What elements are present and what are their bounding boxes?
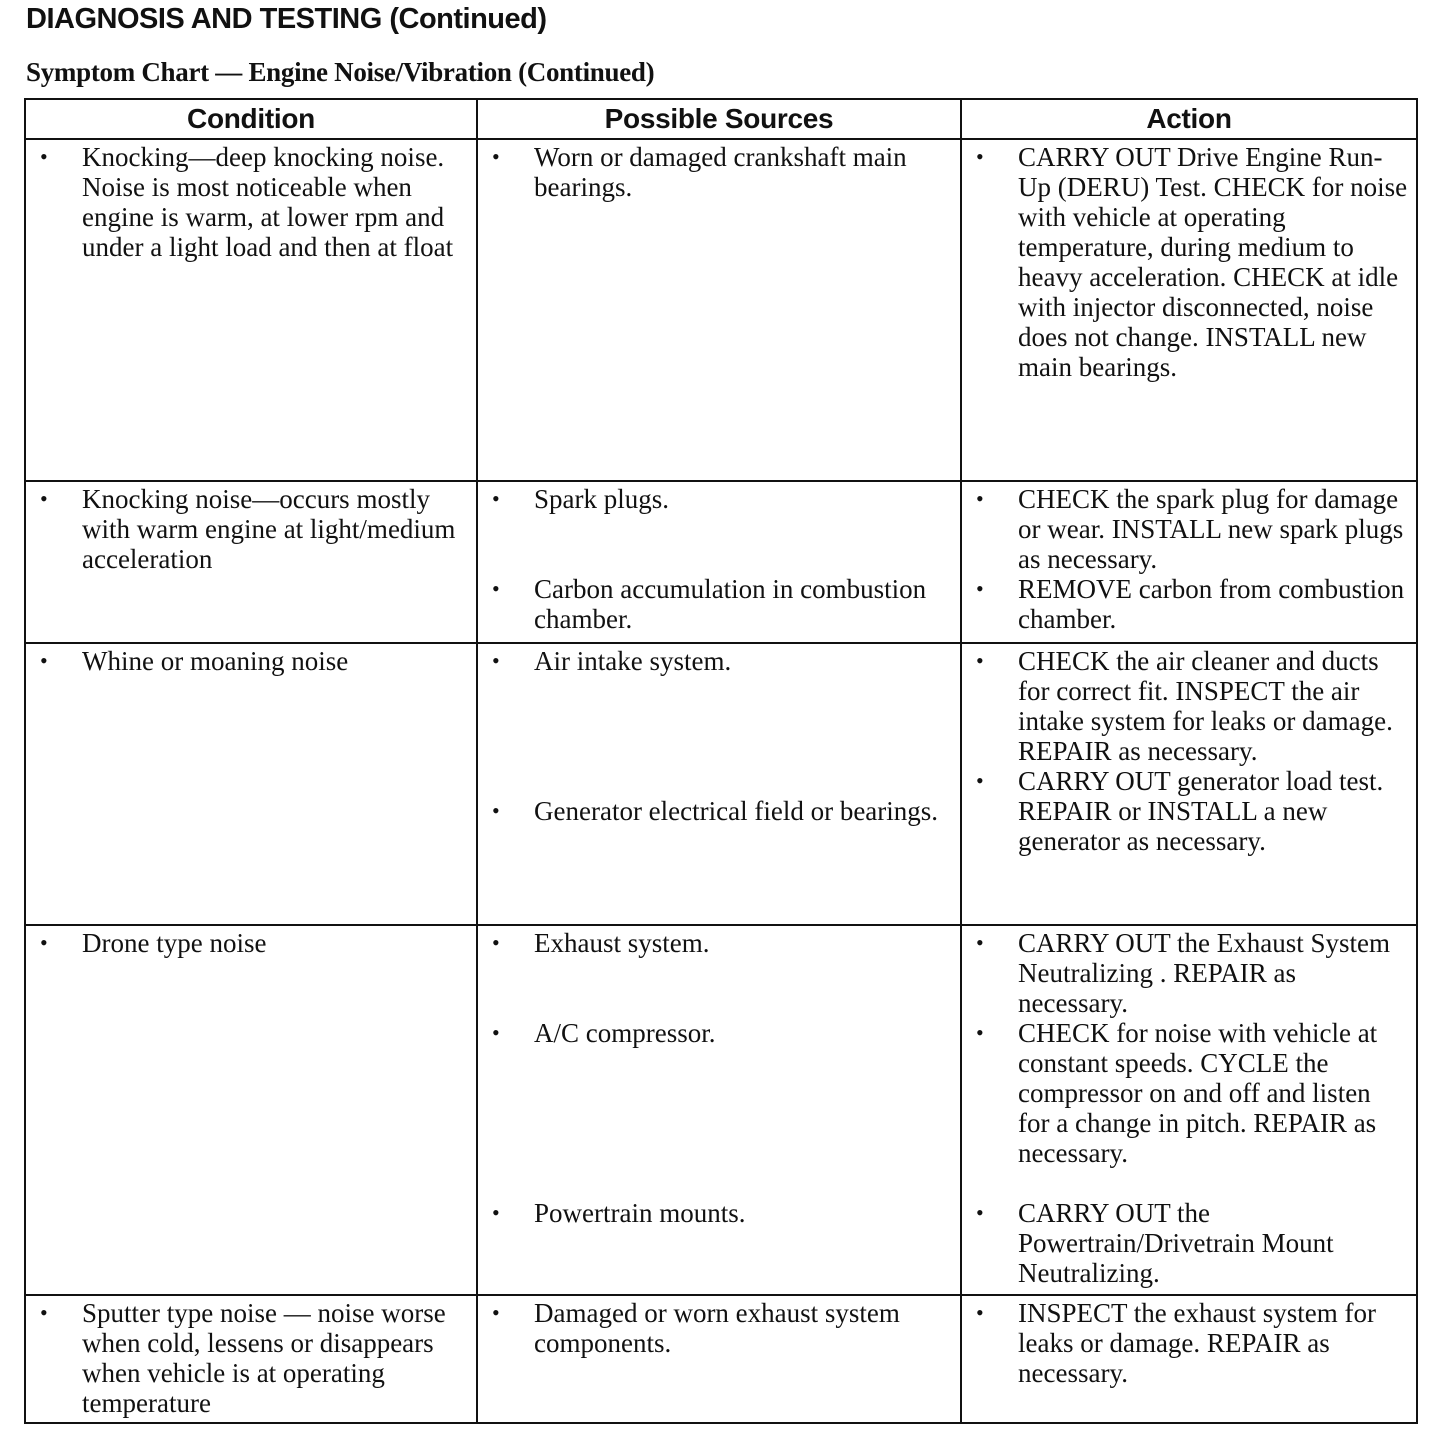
- action-text: REMOVE carbon from combustion chamber.: [1018, 574, 1405, 634]
- symptom-chart-table: [24, 98, 1418, 1424]
- sources-cell: [477, 139, 961, 481]
- bullet-icon: •: [40, 1300, 48, 1325]
- condition-cell: [25, 925, 477, 1295]
- sources-cell: [477, 1295, 961, 1423]
- condition-text: Knocking noise—occurs mostly with warm engine at light/medium acceleration: [82, 484, 456, 574]
- bullet-icon: •: [976, 1200, 984, 1225]
- header-condition: Condition: [25, 99, 477, 139]
- list-item: [962, 766, 1416, 856]
- action-text: CARRY OUT Drive Engine Run-Up (DERU) Test. CHECK for noise with vehicle at operating temperature, during medium to heavy acceleration. CHECK at idle with injector disconnected, noise does not change. INSTALL new main bearings.: [1018, 142, 1408, 382]
- list-item: [478, 484, 960, 514]
- action-cell: [961, 481, 1417, 643]
- bullet-icon: •: [492, 930, 500, 955]
- bullet-icon: •: [492, 144, 500, 169]
- list-item: [962, 142, 1416, 382]
- table-row: [25, 139, 1417, 481]
- condition-text: Sputter type noise — noise worse when cold, lessens or disappears when vehicle is at operating temperature: [82, 1298, 446, 1418]
- sources-cell: [477, 481, 961, 643]
- bullet-icon: •: [492, 648, 500, 673]
- bullet-icon: •: [976, 1020, 984, 1045]
- list-item: [962, 1018, 1416, 1168]
- sources-cell: [477, 643, 961, 925]
- bullet-icon: •: [976, 1300, 984, 1325]
- source-text: Spark plugs.: [534, 484, 669, 514]
- list-item: [962, 1198, 1416, 1288]
- chart-subtitle: Symptom Chart — Engine Noise/Vibration (Continued): [26, 57, 655, 87]
- bullet-icon: •: [492, 1300, 500, 1325]
- source-text: Generator electrical field or bearings.: [534, 796, 939, 826]
- list-item: [478, 928, 960, 958]
- condition-cell: [25, 139, 477, 481]
- bullet-icon: •: [492, 486, 500, 511]
- bullet-icon: •: [976, 768, 984, 793]
- source-text: A/C compressor.: [534, 1018, 716, 1048]
- list-item: [478, 142, 960, 202]
- header-action: Action: [961, 99, 1417, 139]
- table-row: [25, 1295, 1417, 1423]
- condition-text: Knocking—deep knocking noise. Noise is most noticeable when engine is warm, at lower rpm and under a light load and then at float: [82, 142, 454, 262]
- sources-cell: [477, 925, 961, 1295]
- list-item: [478, 574, 960, 634]
- action-text: INSPECT the exhaust system for leaks or damage. REPAIR as necessary.: [1018, 1298, 1376, 1388]
- bullet-icon: •: [40, 930, 48, 955]
- bullet-icon: •: [976, 144, 984, 169]
- table-row: [25, 925, 1417, 1295]
- action-text: CARRY OUT the Exhaust System Neutralizing . REPAIR as necessary.: [1018, 928, 1391, 1018]
- source-text: Powertrain mounts.: [534, 1198, 746, 1228]
- list-item: [478, 1198, 960, 1228]
- list-item: [962, 646, 1416, 766]
- bullet-icon: •: [40, 486, 48, 511]
- condition-cell: [25, 481, 477, 643]
- action-text: CHECK the air cleaner and ducts for correct fit. INSPECT the air intake system for leaks or damage. REPAIR as necessary.: [1018, 646, 1393, 766]
- list-item: [26, 484, 476, 574]
- action-text: CHECK the spark plug for damage or wear. INSTALL new spark plugs as necessary.: [1018, 484, 1404, 574]
- list-item: [26, 928, 476, 958]
- bullet-icon: •: [40, 648, 48, 673]
- list-item: [26, 1298, 476, 1418]
- action-text: CHECK for noise with vehicle at constant speeds. CYCLE the compressor on and off and listen for a change in pitch. REPAIR as necessary.: [1018, 1018, 1378, 1168]
- list-item: [962, 574, 1416, 634]
- list-item: [962, 928, 1416, 1018]
- list-item: [478, 646, 960, 676]
- table-row: [25, 643, 1417, 925]
- bullet-icon: •: [492, 798, 500, 823]
- bullet-icon: •: [40, 144, 48, 169]
- source-text: Air intake system.: [534, 646, 732, 676]
- condition-text: Whine or moaning noise: [82, 646, 349, 676]
- list-item: [962, 1298, 1416, 1388]
- condition-text: Drone type noise: [82, 928, 267, 958]
- bullet-icon: •: [976, 486, 984, 511]
- bullet-icon: •: [492, 1200, 500, 1225]
- bullet-icon: •: [976, 648, 984, 673]
- list-item: [26, 646, 476, 676]
- list-item: [478, 1298, 960, 1358]
- action-cell: [961, 139, 1417, 481]
- condition-cell: [25, 643, 477, 925]
- source-text: Exhaust system.: [534, 928, 710, 958]
- list-item: [478, 1018, 960, 1048]
- condition-cell: [25, 1295, 477, 1423]
- bullet-icon: •: [492, 576, 500, 601]
- action-cell: [961, 1295, 1417, 1423]
- table-header-row: [25, 99, 1417, 139]
- action-text: CARRY OUT the Powertrain/Drivetrain Mount Neutralizing.: [1018, 1198, 1334, 1288]
- action-text: CARRY OUT generator load test. REPAIR or INSTALL a new generator as necessary.: [1018, 766, 1384, 856]
- header-possible-sources: Possible Sources: [477, 99, 961, 139]
- list-item: [962, 484, 1416, 574]
- bullet-icon: •: [976, 576, 984, 601]
- table-row: [25, 481, 1417, 643]
- bullet-icon: •: [492, 1020, 500, 1045]
- bullet-icon: •: [976, 930, 984, 955]
- source-text: Carbon accumulation in combustion chamber.: [534, 574, 927, 634]
- action-cell: [961, 925, 1417, 1295]
- list-item: [478, 796, 960, 826]
- page-title: DIAGNOSIS AND TESTING (Continued): [26, 3, 547, 35]
- source-text: Damaged or worn exhaust system components.: [534, 1298, 900, 1358]
- action-cell: [961, 643, 1417, 925]
- source-text: Worn or damaged crankshaft main bearings.: [534, 142, 907, 202]
- list-item: [26, 142, 476, 262]
